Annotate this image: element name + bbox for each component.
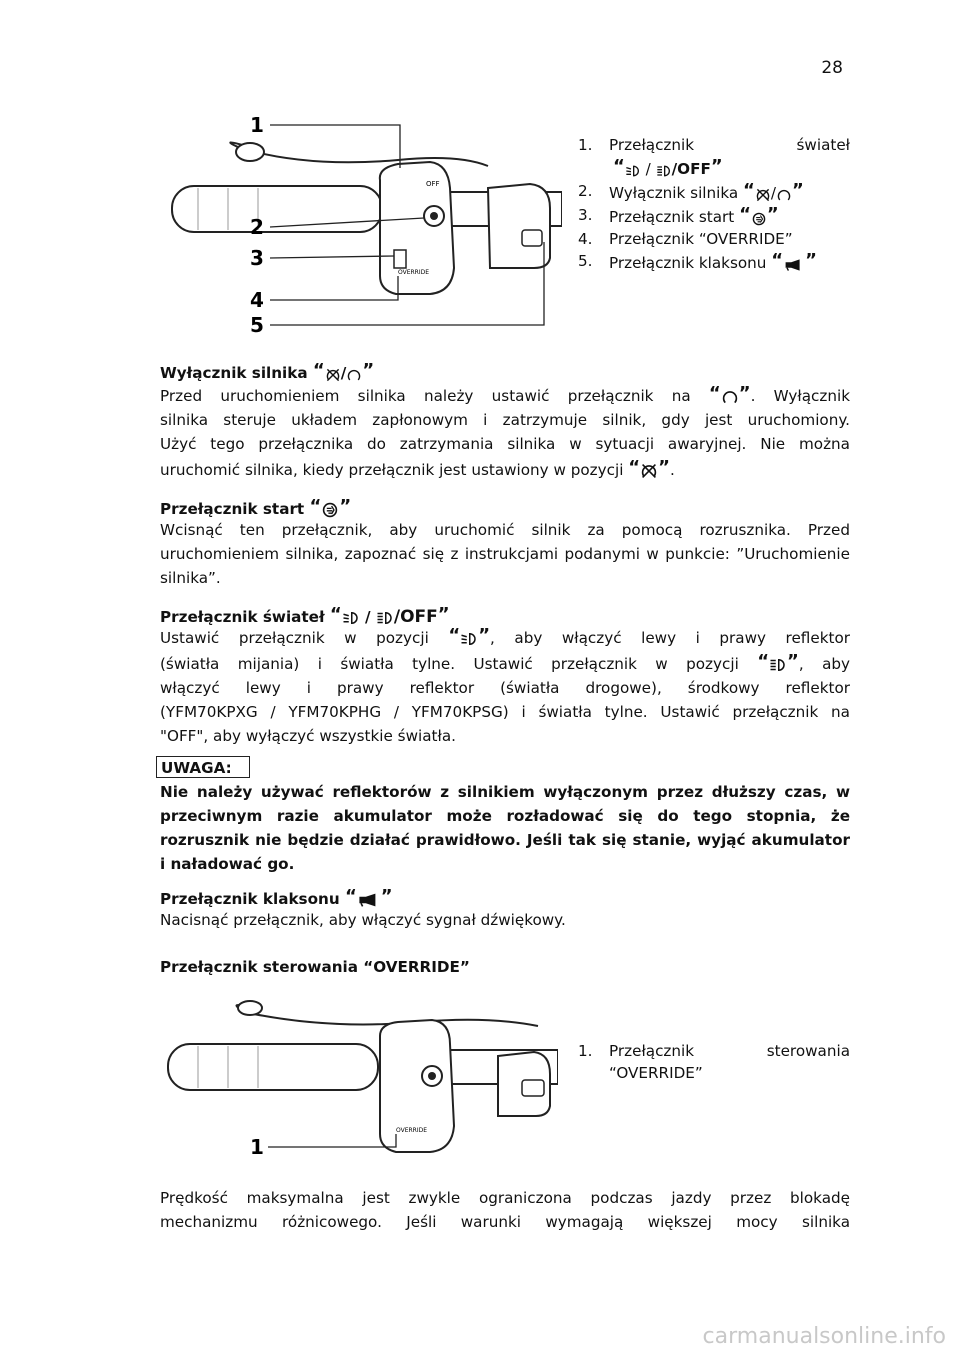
legend-item-light-switch: 1. Przełącznik świateł “ / /OFF” — [578, 136, 850, 178]
engine-run-icon — [776, 188, 792, 202]
handlebar-switch-illustration — [158, 108, 562, 340]
horn-switch-title: Przełącznik klaksonu “ ” — [160, 886, 393, 908]
legend-item-override-control: 1. Przełącznik sterowania “OVERRIDE” — [578, 1042, 850, 1082]
start-switch-title: Przełącznik start “ ” — [160, 496, 352, 518]
override-switch-illustration — [158, 996, 558, 1164]
callout-1: 1 — [250, 113, 264, 137]
engine-switch-title: Wyłącznik silnika “ / ” — [160, 360, 375, 382]
engine-run-icon — [721, 389, 739, 405]
start-icon — [321, 502, 339, 518]
override-label: OVERRIDE — [398, 269, 430, 276]
figure2-legend — [578, 1040, 850, 1084]
override-switch-title: Przełącznik sterowania “OVERRIDE” — [160, 958, 470, 976]
callout-4: 4 — [250, 288, 264, 312]
off-label: OFF — [426, 180, 440, 188]
light-switch-title: Przełącznik świateł “ / /OFF” — [160, 604, 450, 627]
note-label: UWAGA: — [156, 756, 250, 778]
horn-switch-text: Nacisnąć przełącznik, aby włączyć sygnał dźwiękowy. — [160, 911, 566, 929]
legend-item-engine-switch: 2. Wyłącznik silnika “ / ” — [578, 180, 804, 202]
callout-1: 1 — [250, 1135, 264, 1159]
note-text: Nie należy używać reflektorów z silnikiem wyłączonym przez dłuższy czas, w przeciwnym razie akumulator może rozładować się do tego stopnia, że rozrusznik nie będzie działać prawidłowo. Jeśli tak się stanie, wyjąć akumulator i naładować go. — [160, 783, 850, 873]
engine-switch-text: Przed uruchomieniem silnika należy ustawić przełącznik na “ ”. Wyłącznik silnika steruje układem zapłonowym i zatrzymuje silnik, gdy jest uruchomiony. Użyć tego przełącznika do zatrzymania silnika w sytuacji awaryjnej. Nie można uruchomić silnika, kiedy przełącznik jest ustawiony w pozycji “ ”. — [160, 383, 850, 479]
callout-3: 3 — [250, 246, 264, 270]
horn-icon — [783, 258, 805, 272]
horn-icon — [357, 892, 381, 908]
page-number: 28 — [821, 58, 843, 78]
callout-5: 5 — [250, 313, 264, 337]
light-switch-text: Ustawić przełącznik w pozycji “ ”, aby włączyć lewy i prawy reflektor (światła mijania) i światła tylne. Ustawić przełącznik w pozycji “ ”, aby włączyć lewy i prawy reflektor (światła drogowe), środkowy reflektor (YFM70KPXG / YFM70KPHG / YFM70KPSG) i światła tylne. Ustawić przełącznik na "OFF", aby wyłączyć wszystkie światła. — [160, 625, 851, 745]
callout-2: 2 — [250, 215, 264, 239]
override-label: OVERRIDE — [396, 1127, 428, 1134]
low-beam-icon — [625, 164, 641, 178]
high-beam-icon — [769, 657, 787, 673]
watermark: carmanualsonline.info — [702, 1324, 946, 1349]
low-beam-icon — [460, 631, 478, 647]
figure1-legend — [578, 134, 850, 274]
legend-item-start-switch: 3. Przełącznik start “ ” — [578, 204, 779, 226]
engine-stop-icon — [325, 368, 341, 382]
engine-stop-icon — [755, 188, 771, 202]
legend-item-override-switch: 4. Przełącznik “OVERRIDE” — [578, 230, 793, 248]
bottom-paragraph: Prędkość maksymalna jest zwykle ograniczona podczas jazdy przez blokadę mechanizmu różnicowego. Jeśli warunki wymagają większej mocy silnika — [160, 1189, 850, 1231]
legend-item-horn-switch: 5. Przełącznik klaksonu “ ” — [578, 250, 817, 272]
engine-run-icon — [346, 368, 362, 382]
start-icon — [751, 212, 767, 226]
high-beam-icon — [656, 164, 672, 178]
start-switch-text: Wcisnąć ten przełącznik, aby uruchomić silnik za pomocą rozrusznika. Przed uruchomieniem silnika, zapoznać się z instrukcjami podanymi w punkcie: ”Uruchomienie silnika”. — [160, 521, 850, 587]
engine-stop-icon — [640, 463, 658, 479]
